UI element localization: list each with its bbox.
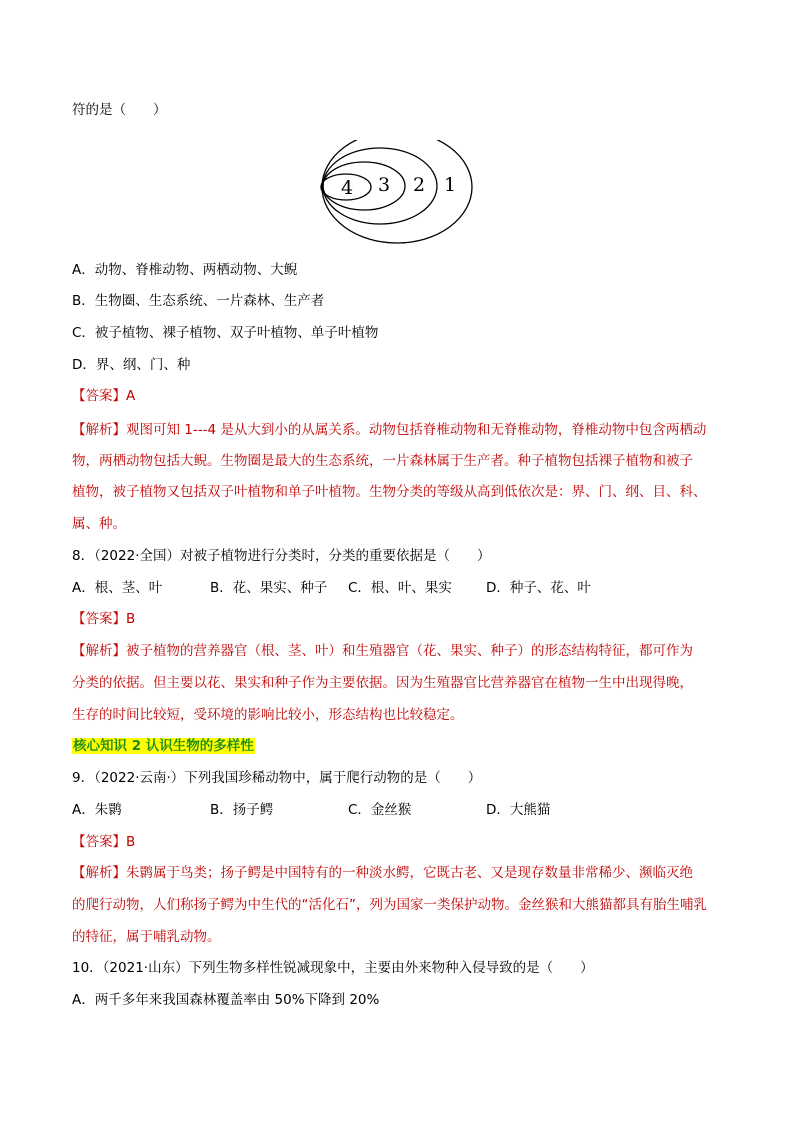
q7-analysis-line-1 xyxy=(72,420,706,440)
q9-analysis-line-3: 的特征，属于哺乳动物。 xyxy=(72,929,221,945)
q9-stem: 9．（2022·云南·）下列我国珍稀动物中，属于爬行动物的是（ ） xyxy=(72,770,482,786)
q7-option-d: D．界、纲、门、种 xyxy=(72,357,191,373)
q8-options-row xyxy=(72,578,732,598)
ellipse-3 xyxy=(323,162,405,210)
q8-option-a: A．根、茎、叶 xyxy=(72,580,163,596)
q7-analysis-line-2: 物，两栖动物包括大鲵。生物圈是最大的生态系统，一片森林属于生产者。种子植物包括裸子植物和被子 xyxy=(72,453,693,469)
q7-answer: 【答案】A xyxy=(72,388,136,404)
section-heading-text: 核心知识 2 认识生物的多样性 xyxy=(73,738,254,754)
question-stem-fragment: 符的是（ ） xyxy=(72,102,167,118)
analysis-tag: 【解析】 xyxy=(72,865,126,881)
q7-option-b: B．生物圈、生态系统、一片森林、生产者 xyxy=(72,293,325,309)
q8-answer: 【答案】B xyxy=(72,611,136,627)
q8-stem: 8．（2022·全国）对被子植物进行分类时，分类的重要依据是（ ） xyxy=(72,548,491,564)
label-3: 3 xyxy=(378,174,391,196)
label-4: 4 xyxy=(341,177,354,199)
q7-analysis-line-4: 属、种。 xyxy=(72,516,126,532)
analysis-text: 被子植物的营养器官（根、茎、叶）和生殖器官（花、果实、种子）的形态结构特征，都可作为 xyxy=(126,643,693,659)
q9-options-row xyxy=(72,800,732,820)
q9-option-d: D．大熊猫 xyxy=(486,802,551,818)
q10-stem: 10．（2021·山东）下列生物多样性锐减现象中，主要由外来物种入侵导致的是（ ） xyxy=(72,960,594,976)
nested-ellipse-diagram xyxy=(318,140,478,246)
q9-answer: 【答案】B xyxy=(72,834,136,850)
q8-analysis-line-3: 生存的时间比较短，受环境的影响比较小，形态结构也比较稳定。 xyxy=(72,707,464,723)
q9-option-c: C．金丝猴 xyxy=(348,802,412,818)
q8-option-c: C．根、叶、果实 xyxy=(348,580,452,596)
q7-option-a: A．动物、脊椎动物、两栖动物、大鲵 xyxy=(72,262,298,278)
label-2: 2 xyxy=(413,174,426,196)
section-heading xyxy=(72,736,255,756)
q8-analysis-line-1 xyxy=(72,641,693,661)
q9-analysis-line-1 xyxy=(72,863,693,883)
q9-option-a: A．朱鹮 xyxy=(72,802,122,818)
q8-option-d: D．种子、花、叶 xyxy=(486,580,591,596)
q7-option-c: C．被子植物、裸子植物、双子叶植物、单子叶植物 xyxy=(72,325,379,341)
analysis-tag: 【解析】 xyxy=(72,643,126,659)
label-1: 1 xyxy=(444,174,457,196)
q10-option-a: A．两千多年来我国森林覆盖率由 50%下降到 20% xyxy=(72,992,380,1008)
q7-analysis-line-3: 植物，被子植物又包括双子叶植物和单子叶植物。生物分类的等级从高到低依次是：界、门、纲、目、科、 xyxy=(72,484,707,500)
analysis-tag: 【解析】 xyxy=(72,422,126,438)
q8-analysis-line-2: 分类的依据。但主要以花、果实和种子作为主要依据。因为生殖器官比营养器官在植物一生中出现得晚， xyxy=(72,675,693,691)
analysis-text: 观图可知 1---4 是从大到小的从属关系。动物包括脊椎动物和无脊椎动物，脊椎动物中包含两栖动 xyxy=(126,422,707,438)
q8-option-b: B．花、果实、种子 xyxy=(210,580,328,596)
analysis-text: 朱鹮属于鸟类；扬子鳄是中国特有的一种淡水鳄，它既古老、又是现存数量非常稀少、濒临灭绝 xyxy=(126,865,693,881)
q9-analysis-line-2: 的爬行动物，人们称扬子鳄为中生代的“活化石”，列为国家一类保护动物。金丝猴和大熊猫都具有胎生哺乳 xyxy=(72,897,707,913)
q9-option-b: B．扬子鳄 xyxy=(210,802,274,818)
